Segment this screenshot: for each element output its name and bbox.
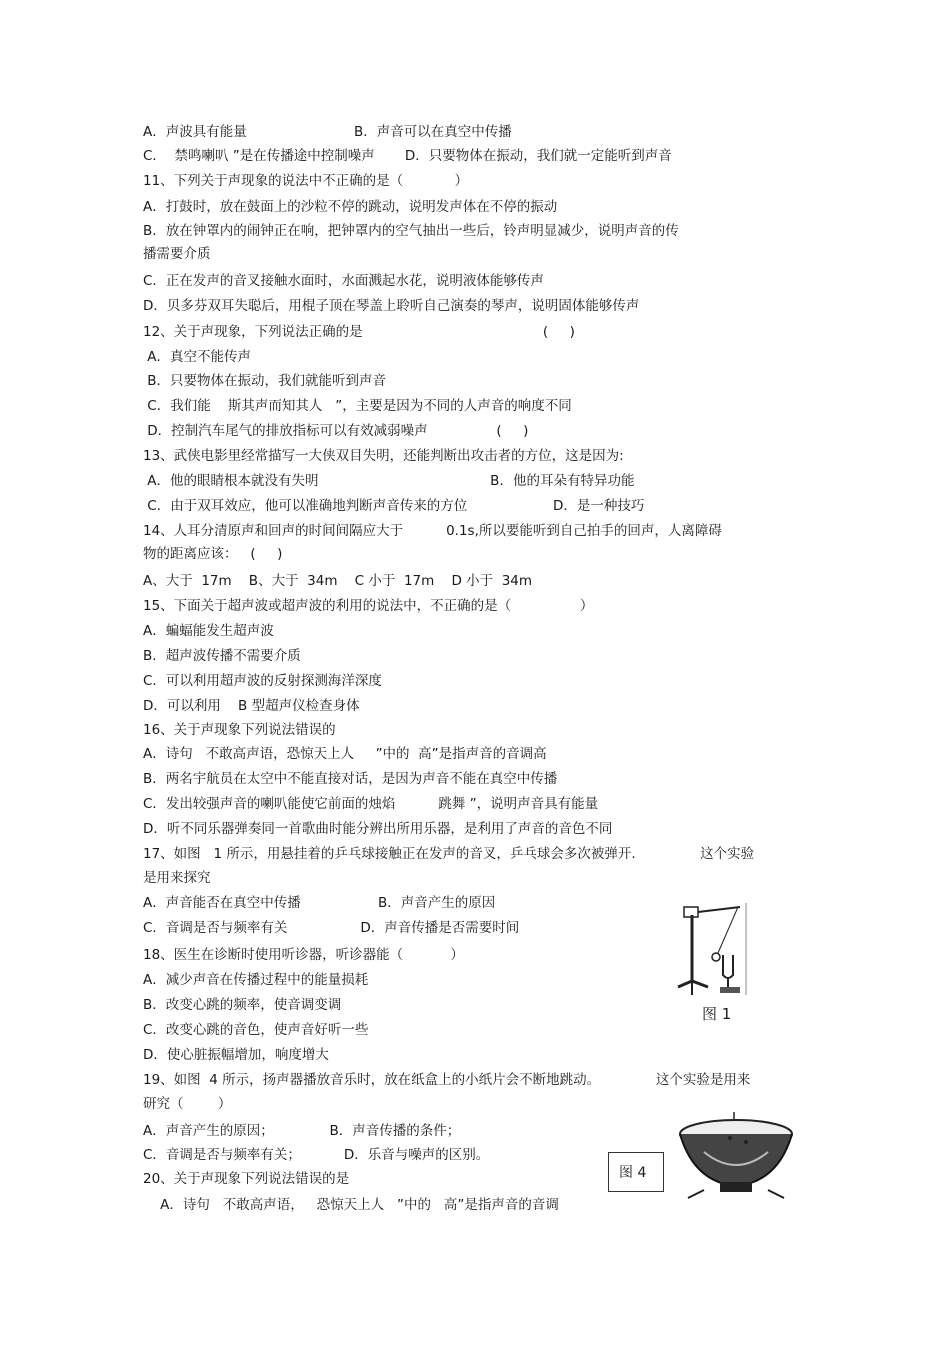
text-line: D．贝多芬双耳失聪后，用棍子顶在琴盖上聆听自己演奏的琴声，说明固体能够传声 [143,298,640,314]
text-line: 15、下面关于超声波或超声波的利用的说法中，不正确的是（ ） [143,598,594,614]
text-line: 13、武侠电影里经常描写一大侠双目失明，还能判断出攻击者的方位，这是因为: [143,448,624,464]
text-line: A．他的眼睛根本就没有失明 B．他的耳朵有特异功能 [143,473,635,489]
text-line: C．由于双耳效应，他可以准确地判断声音传来的方位 D．是一种技巧 [143,498,645,514]
text-line: A．蝙蝠能发生超声波 [143,623,274,639]
text-line: 19、如图 4 所示，扬声器播放音乐时，放在纸盒上的小纸片会不断地跳动。 这个实验是用来 [143,1072,751,1088]
text-line: 16、关于声现象下列说法错误的 [143,722,336,738]
text-line: 研究（ ） [143,1096,232,1112]
text-line: C．音调是否与频率有关； D．乐音与噪声的区别。 [143,1147,490,1163]
text-line: 是用来探究 [143,870,211,886]
text-line: A．声音能否在真空中传播 B．声音产生的原因 [143,895,496,911]
figure-4-caption: 图 4 [619,1165,647,1181]
text-line: D．听不同乐器弹奏同一首歌曲时能分辨出所用乐器，是利用了声音的音色不同 [143,821,613,837]
text-line: C．可以利用超声波的反射探测海洋深度 [143,673,382,689]
text-line: B．超声波传播不需要介质 [143,648,301,664]
text-line: A．打鼓时，放在鼓面上的沙粒不停的跳动，说明发声体在不停的振动 [143,199,558,215]
text-line: D．使心脏振幅增加，响度增大 [143,1047,329,1063]
text-line: D．可以利用 B 型超声仪检查身体 [143,698,360,714]
text-line: 12、关于声现象，下列说法正确的是 ( ) [143,324,575,340]
text-line: B．改变心跳的频率，使音调变调 [143,997,342,1013]
text-line: A．减少声音在传播过程中的能量损耗 [143,972,369,988]
text-line: 物的距离应该： ( ) [143,546,283,562]
text-line: D．控制汽车尾气的排放指标可以有效减弱噪声 ( ) [143,423,529,439]
text-line: A．诗句 不敢高声语，恐惊天上人 ”中的 高”是指声音的音调高 [143,746,547,762]
text-line: 20、关于声现象下列说法错误的是 [143,1171,350,1187]
figure-1-caption: 图 1 [702,1005,732,1023]
text-line: C．音调是否与频率有关 D．声音传播是否需要时间 [143,920,520,936]
figure-4-label-box [608,1152,664,1192]
text-line: 播需要介质 [143,246,211,262]
text-line: C．正在发声的音叉接触水面时，水面溅起水花，说明液体能够传声 [143,273,544,289]
text-line: A．声波具有能量 B．声音可以在真空中传播 [143,124,512,140]
text-line: C．改变心跳的音色，使声音好听一些 [143,1022,369,1038]
text-line: C．发出较强声音的喇叭能使它前面的烛焰 跳舞 ”，说明声音具有能量 [143,796,599,812]
text-line: B．只要物体在振动，我们就能听到声音 [143,373,387,389]
text-line: C．我们能 斯其声而知其人 ”，主要是因为不同的人声音的响度不同 [143,398,572,414]
text-line: C． 禁鸣喇叭 ”是在传播途中控制噪声 D．只要物体在振动，我们就一定能听到声音 [143,148,672,164]
figure-4-speaker-icon [674,1112,799,1202]
text-line: 17、如图 1 所示，用悬挂着的乒乓球接触正在发声的音叉，乒乓球会多次被弹开. 这个实验 [143,846,755,862]
text-line: A、大于 17m B、大于 34m C 小于 17m D 小于 34m [143,573,533,589]
text-line: 14、人耳分清原声和回声的时间间隔应大于 0.1s,所以要能听到自己拍手的回声，人离障碍 [143,523,722,539]
text-line: A．声音产生的原因； B．声音传播的条件； [143,1123,461,1139]
text-line: 18、医生在诊断时使用听诊器，听诊器能（ ） [143,947,464,963]
figure-1-tuning-fork-icon [670,895,755,1005]
text-line: A．真空不能传声 [143,349,252,365]
text-line: A．诗句 不敢高声语， 恐惊天上人 ”中的 高”是指声音的音调 [143,1197,559,1213]
text-line: B．两名宇航员在太空中不能直接对话，是因为声音不能在真空中传播 [143,771,558,787]
text-line: 11、下列关于声现象的说法中不正确的是（ ） [143,173,469,189]
text-line: B．放在钟罩内的闹钟正在响，把钟罩内的空气抽出一些后，铃声明显减少，说明声音的传 [143,223,679,239]
